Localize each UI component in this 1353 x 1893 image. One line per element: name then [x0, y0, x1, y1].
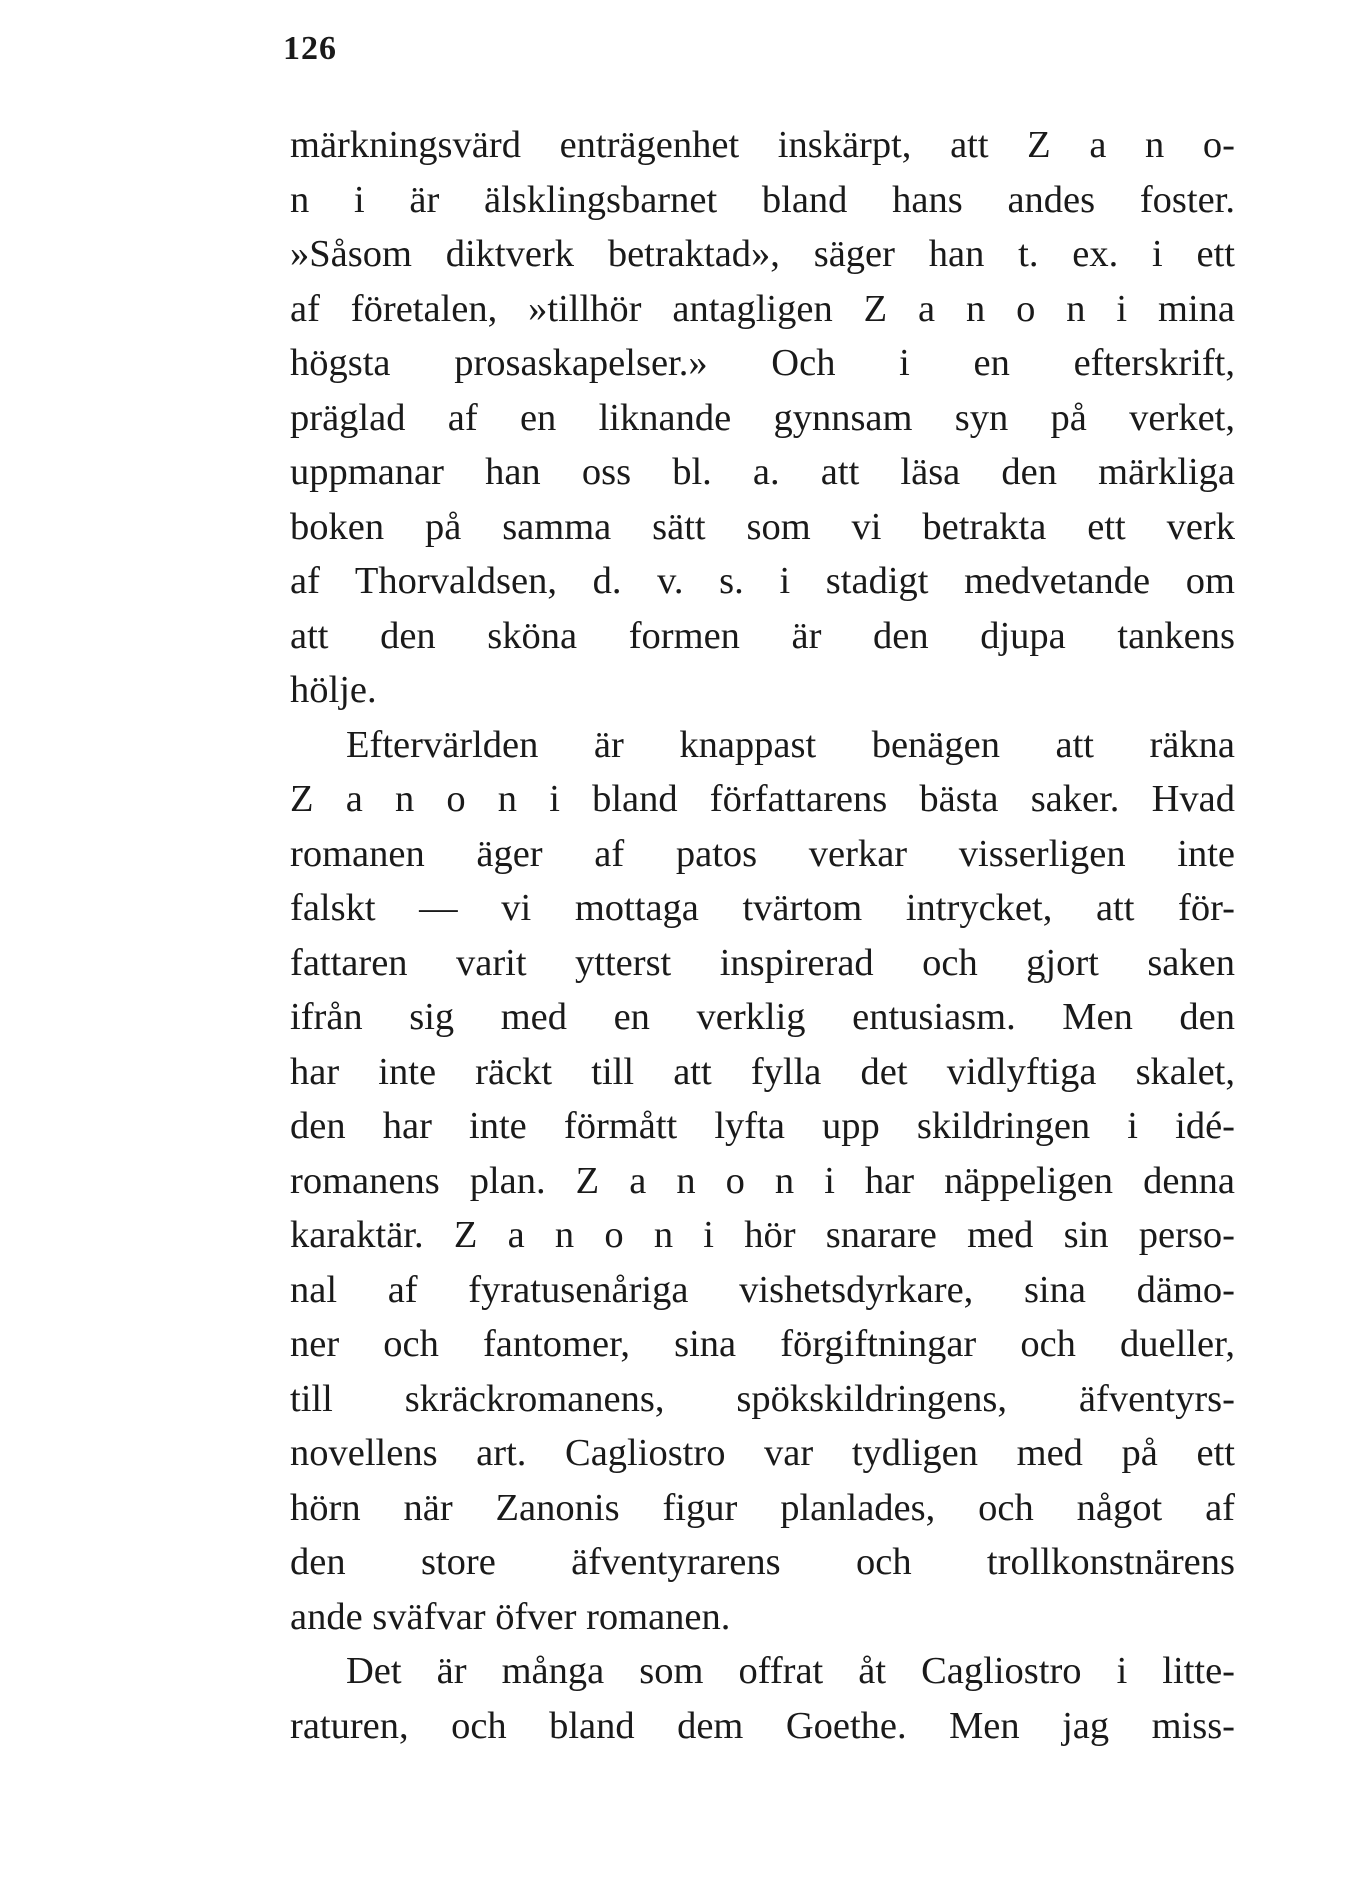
- text-line: att den sköna formen är den djupa tankens: [290, 614, 1235, 657]
- text-line: har inte räckt till att fylla det vidlyftiga skalet,: [290, 1050, 1235, 1093]
- text-line: fattaren varit ytterst inspirerad och gjort saken: [290, 941, 1235, 984]
- text-line: Eftervärlden är knappast benägen att räkna: [346, 723, 1235, 766]
- text-line: märkningsvärd enträgenhet inskärpt, att Z a n o-: [290, 124, 1235, 166]
- text-line: »Såsom diktverk betraktad», säger han t. ex. i ett: [290, 233, 1235, 275]
- text-line: romanen äger af patos verkar visserligen inte: [290, 832, 1235, 875]
- text-line: falskt — vi mottaga tvärtom intrycket, att för-: [290, 887, 1235, 929]
- text-line: nal af fyratusenåriga vishetsdyrkare, sina dämo-: [290, 1268, 1235, 1311]
- text-line: högsta prosaskapelser.» Och i en efterskrift,: [290, 342, 1235, 384]
- text-line: uppmanar han oss bl. a. att läsa den märkliga: [290, 451, 1235, 493]
- text-line: novellens art. Cagliostro var tydligen med på ett: [290, 1432, 1235, 1474]
- text-line: af företalen, »tillhör antagligen Z a n o n i mina: [290, 287, 1235, 330]
- text-line: Det är många som offrat åt Cagliostro i litte-: [346, 1650, 1235, 1692]
- text-line: ner och fantomer, sina förgiftningar och dueller,: [290, 1323, 1235, 1365]
- text-line: romanens plan. Z a n o n i har näppeligen denna: [290, 1159, 1235, 1202]
- text-line: Z a n o n i bland författarens bästa saker. Hvad: [290, 778, 1235, 820]
- page-number: 126: [283, 30, 337, 67]
- text-line: af Thorvaldsen, d. v. s. i stadigt medvetande om: [290, 560, 1235, 602]
- text-line: till skräckromanens, spökskildringens, äfventyrs-: [290, 1377, 1235, 1420]
- text-line: n i är älsklingsbarnet bland hans andes foster.: [290, 178, 1235, 221]
- text-line: boken på samma sätt som vi betrakta ett verk: [290, 505, 1235, 548]
- text-line: raturen, och bland dem Goethe. Men jag miss-: [290, 1704, 1235, 1747]
- body-text: [290, 118, 1235, 1753]
- text-line: ifrån sig med en verklig entusiasm. Men den: [290, 996, 1235, 1038]
- text-line: den har inte förmått lyfta upp skildringen i idé-: [290, 1105, 1235, 1147]
- text-line: hörn när Zanonis figur planlades, och något af: [290, 1486, 1235, 1529]
- text-line: präglad af en liknande gynnsam syn på verket,: [290, 396, 1235, 439]
- text-line: den store äfventyrarens och trollkonstnärens: [290, 1541, 1235, 1583]
- text-line: hölje.: [290, 669, 377, 711]
- text-line: ande sväfvar öfver romanen.: [290, 1595, 731, 1638]
- text-line: karaktär. Z a n o n i hör snarare med sin perso-: [290, 1214, 1235, 1256]
